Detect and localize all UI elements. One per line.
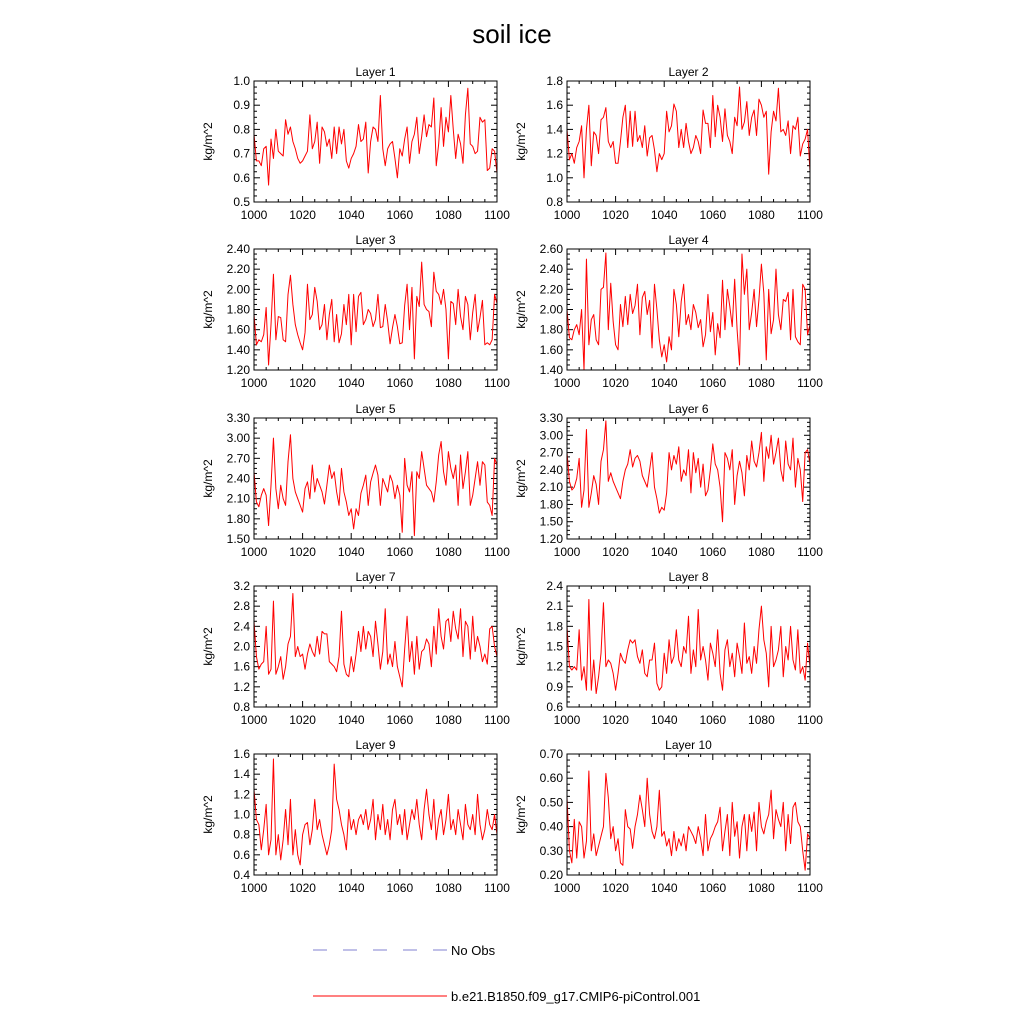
- x-tick-label: 1080: [748, 208, 775, 222]
- y-tick-label: 2.00: [539, 302, 563, 317]
- panel-layer-9: [201, 738, 510, 895]
- y-tick-label: 1.50: [226, 532, 250, 546]
- x-tick-label: 1100: [797, 376, 823, 390]
- y-tick-label: 0.9: [546, 679, 563, 694]
- panel-frame: [254, 754, 497, 875]
- y-tick-label: 2.0: [233, 639, 250, 654]
- panel-layer-8: [514, 570, 823, 727]
- x-tick-label: 1100: [484, 376, 510, 390]
- x-tick-label: 1080: [435, 545, 462, 559]
- y-axis-label: kg/m^2: [514, 459, 528, 498]
- x-tick-label: 1060: [699, 208, 727, 222]
- y-tick-label: 0.40: [539, 819, 563, 834]
- x-tick-label: 1100: [484, 208, 510, 222]
- x-tick-label: 1020: [289, 545, 316, 559]
- y-tick-label: 1.0: [233, 74, 250, 88]
- y-tick-label: 0.6: [233, 170, 250, 185]
- y-axis-label: kg/m^2: [514, 290, 528, 329]
- y-axis-label: kg/m^2: [514, 795, 528, 834]
- x-tick-label: 1040: [337, 376, 365, 390]
- x-tick-label: 1040: [337, 881, 365, 895]
- y-tick-label: 2.4: [233, 619, 250, 634]
- y-tick-label: 0.20: [539, 868, 563, 882]
- y-tick-label: 1.80: [226, 511, 250, 526]
- x-tick-label: 1080: [748, 545, 775, 559]
- y-tick-label: 1.50: [539, 514, 563, 529]
- x-tick-label: 1000: [553, 713, 581, 727]
- y-tick-label: 1.8: [546, 619, 563, 634]
- x-tick-label: 1060: [386, 713, 414, 727]
- x-tick-label: 1000: [240, 881, 268, 895]
- series-line-model: [567, 87, 810, 178]
- x-tick-label: 1000: [240, 376, 268, 390]
- panel-frame: [567, 418, 810, 539]
- y-tick-label: 1.8: [546, 74, 563, 88]
- y-tick-label: 0.60: [539, 771, 563, 786]
- y-tick-label: 0.6: [546, 700, 563, 714]
- x-tick-label: 1020: [602, 208, 629, 222]
- y-tick-label: 0.50: [539, 795, 563, 810]
- y-tick-label: 1.2: [546, 146, 563, 161]
- y-tick-label: 2.1: [546, 599, 563, 614]
- y-tick-label: 0.5: [233, 195, 250, 209]
- x-tick-label: 1060: [386, 208, 414, 222]
- y-tick-label: 0.8: [546, 195, 563, 209]
- legend: [313, 943, 700, 1004]
- y-tick-label: 0.70: [539, 747, 563, 761]
- y-tick-label: 0.8: [233, 700, 250, 714]
- x-tick-label: 1080: [435, 713, 462, 727]
- y-axis-label: kg/m^2: [201, 290, 215, 329]
- x-tick-label: 1100: [797, 881, 823, 895]
- x-tick-label: 1000: [240, 208, 268, 222]
- panel-title: Layer 1: [355, 65, 396, 79]
- x-tick-label: 1020: [289, 881, 316, 895]
- legend-model-label: b.e21.B1850.f09_g17.CMIP6-piControl.001: [451, 989, 701, 1004]
- y-tick-label: 3.30: [539, 411, 563, 425]
- y-tick-label: 0.4: [233, 868, 250, 882]
- x-tick-label: 1060: [386, 376, 414, 390]
- panel-frame: [567, 754, 810, 875]
- y-tick-label: 3.2: [233, 579, 250, 593]
- y-tick-label: 3.30: [226, 411, 250, 425]
- y-tick-label: 1.2: [546, 659, 563, 674]
- y-tick-label: 1.40: [539, 363, 563, 377]
- series-line-model: [567, 421, 810, 522]
- y-tick-label: 1.4: [233, 767, 250, 782]
- y-axis-label: kg/m^2: [201, 795, 215, 834]
- panel-layer-7: [201, 570, 510, 727]
- y-tick-label: 0.9: [233, 98, 250, 113]
- series-line-model: [567, 771, 810, 870]
- x-tick-label: 1100: [484, 713, 510, 727]
- series-line-model: [254, 88, 497, 185]
- series-line-model: [254, 594, 497, 687]
- x-tick-label: 1020: [289, 713, 316, 727]
- x-tick-label: 1000: [553, 545, 581, 559]
- panel-title: Layer 10: [665, 738, 712, 752]
- x-tick-label: 1020: [602, 713, 629, 727]
- panel-layer-5: [201, 402, 510, 559]
- y-axis-label: kg/m^2: [201, 627, 215, 666]
- y-tick-label: 1.80: [539, 497, 563, 512]
- x-tick-label: 1100: [797, 208, 823, 222]
- y-axis-label: kg/m^2: [201, 122, 215, 161]
- y-tick-label: 1.40: [226, 342, 250, 357]
- panel-layer-3: [201, 233, 510, 390]
- y-tick-label: 2.10: [539, 480, 563, 495]
- y-tick-label: 1.6: [233, 659, 250, 674]
- x-tick-label: 1020: [289, 376, 316, 390]
- x-tick-label: 1080: [748, 713, 775, 727]
- x-tick-label: 1020: [602, 376, 629, 390]
- x-tick-label: 1060: [699, 545, 727, 559]
- figure-title: soil ice: [472, 19, 552, 49]
- x-tick-label: 1100: [484, 545, 510, 559]
- y-tick-label: 2.70: [539, 445, 563, 460]
- x-tick-label: 1000: [553, 208, 581, 222]
- y-axis-label: kg/m^2: [201, 459, 215, 498]
- y-axis-label: kg/m^2: [514, 122, 528, 161]
- y-tick-label: 1.0: [233, 807, 250, 822]
- y-tick-label: 1.60: [539, 342, 563, 357]
- y-tick-label: 1.6: [233, 747, 250, 761]
- y-tick-label: 2.10: [226, 491, 250, 506]
- x-tick-label: 1000: [240, 713, 268, 727]
- panel-title: Layer 4: [668, 233, 709, 247]
- y-tick-label: 0.30: [539, 843, 563, 858]
- x-tick-label: 1100: [797, 713, 823, 727]
- x-tick-label: 1040: [650, 208, 678, 222]
- x-tick-label: 1000: [553, 376, 581, 390]
- legend-obs-label: No Obs: [451, 943, 496, 958]
- y-tick-label: 2.20: [226, 262, 250, 277]
- y-tick-label: 1.2: [233, 787, 250, 802]
- series-line-model: [254, 759, 497, 865]
- panel-layer-2: [514, 65, 823, 222]
- panel-title: Layer 7: [355, 570, 396, 584]
- x-tick-label: 1060: [699, 713, 727, 727]
- y-tick-label: 1.60: [226, 322, 250, 337]
- y-tick-label: 1.5: [546, 639, 563, 654]
- y-tick-label: 1.80: [226, 302, 250, 317]
- x-tick-label: 1060: [699, 376, 727, 390]
- x-tick-label: 1080: [435, 208, 462, 222]
- y-tick-label: 2.40: [226, 242, 250, 256]
- panel-title: Layer 9: [355, 738, 396, 752]
- x-tick-label: 1100: [484, 881, 510, 895]
- y-tick-label: 0.6: [233, 847, 250, 862]
- y-tick-label: 1.0: [546, 170, 563, 185]
- y-tick-label: 2.20: [539, 282, 563, 297]
- panel-title: Layer 8: [668, 570, 709, 584]
- y-tick-label: 2.8: [233, 599, 250, 614]
- panels: [201, 65, 823, 895]
- x-tick-label: 1100: [797, 545, 823, 559]
- y-tick-label: 3.00: [539, 428, 563, 443]
- x-tick-label: 1040: [650, 881, 678, 895]
- y-tick-label: 2.40: [539, 462, 563, 477]
- x-tick-label: 1040: [650, 545, 678, 559]
- y-tick-label: 0.8: [233, 122, 250, 137]
- y-tick-label: 1.20: [226, 363, 250, 377]
- x-tick-label: 1040: [337, 713, 365, 727]
- y-tick-label: 1.2: [233, 679, 250, 694]
- panel-title: Layer 2: [668, 65, 709, 79]
- panel-layer-10: [514, 738, 823, 895]
- series-line-model: [567, 253, 810, 370]
- y-tick-label: 1.6: [546, 98, 563, 113]
- panel-title: Layer 3: [355, 233, 396, 247]
- y-tick-label: 2.40: [539, 262, 563, 277]
- x-tick-label: 1020: [289, 208, 316, 222]
- y-tick-label: 2.40: [226, 471, 250, 486]
- y-tick-label: 3.00: [226, 431, 250, 446]
- y-tick-label: 0.8: [233, 827, 250, 842]
- x-tick-label: 1020: [602, 545, 629, 559]
- x-tick-label: 1080: [435, 881, 462, 895]
- x-tick-label: 1060: [699, 881, 727, 895]
- x-tick-label: 1080: [748, 376, 775, 390]
- x-tick-label: 1040: [650, 713, 678, 727]
- y-axis-label: kg/m^2: [514, 627, 528, 666]
- series-line-model: [254, 435, 497, 536]
- panel-layer-1: [201, 65, 510, 222]
- y-tick-label: 2.70: [226, 451, 250, 466]
- y-tick-label: 0.7: [233, 146, 250, 161]
- panel-title: Layer 5: [355, 402, 396, 416]
- x-tick-label: 1000: [240, 545, 268, 559]
- series-line-model: [567, 599, 810, 693]
- x-tick-label: 1060: [386, 545, 414, 559]
- x-tick-label: 1040: [337, 545, 365, 559]
- x-tick-label: 1040: [650, 376, 678, 390]
- x-tick-label: 1080: [748, 881, 775, 895]
- panel-layer-4: [514, 233, 823, 390]
- y-tick-label: 2.4: [546, 579, 563, 593]
- panel-frame: [254, 586, 497, 707]
- y-tick-label: 1.80: [539, 322, 563, 337]
- panel-frame: [254, 249, 497, 370]
- series-line-model: [254, 262, 497, 365]
- x-tick-label: 1060: [386, 881, 414, 895]
- y-tick-label: 1.20: [539, 532, 563, 546]
- y-tick-label: 2.60: [539, 242, 563, 256]
- panel-frame: [254, 81, 497, 202]
- panel-layer-6: [514, 402, 823, 559]
- x-tick-label: 1080: [435, 376, 462, 390]
- panel-title: Layer 6: [668, 402, 709, 416]
- x-tick-label: 1020: [602, 881, 629, 895]
- y-tick-label: 2.00: [226, 282, 250, 297]
- y-tick-label: 1.4: [546, 122, 563, 137]
- x-tick-label: 1040: [337, 208, 365, 222]
- x-tick-label: 1000: [553, 881, 581, 895]
